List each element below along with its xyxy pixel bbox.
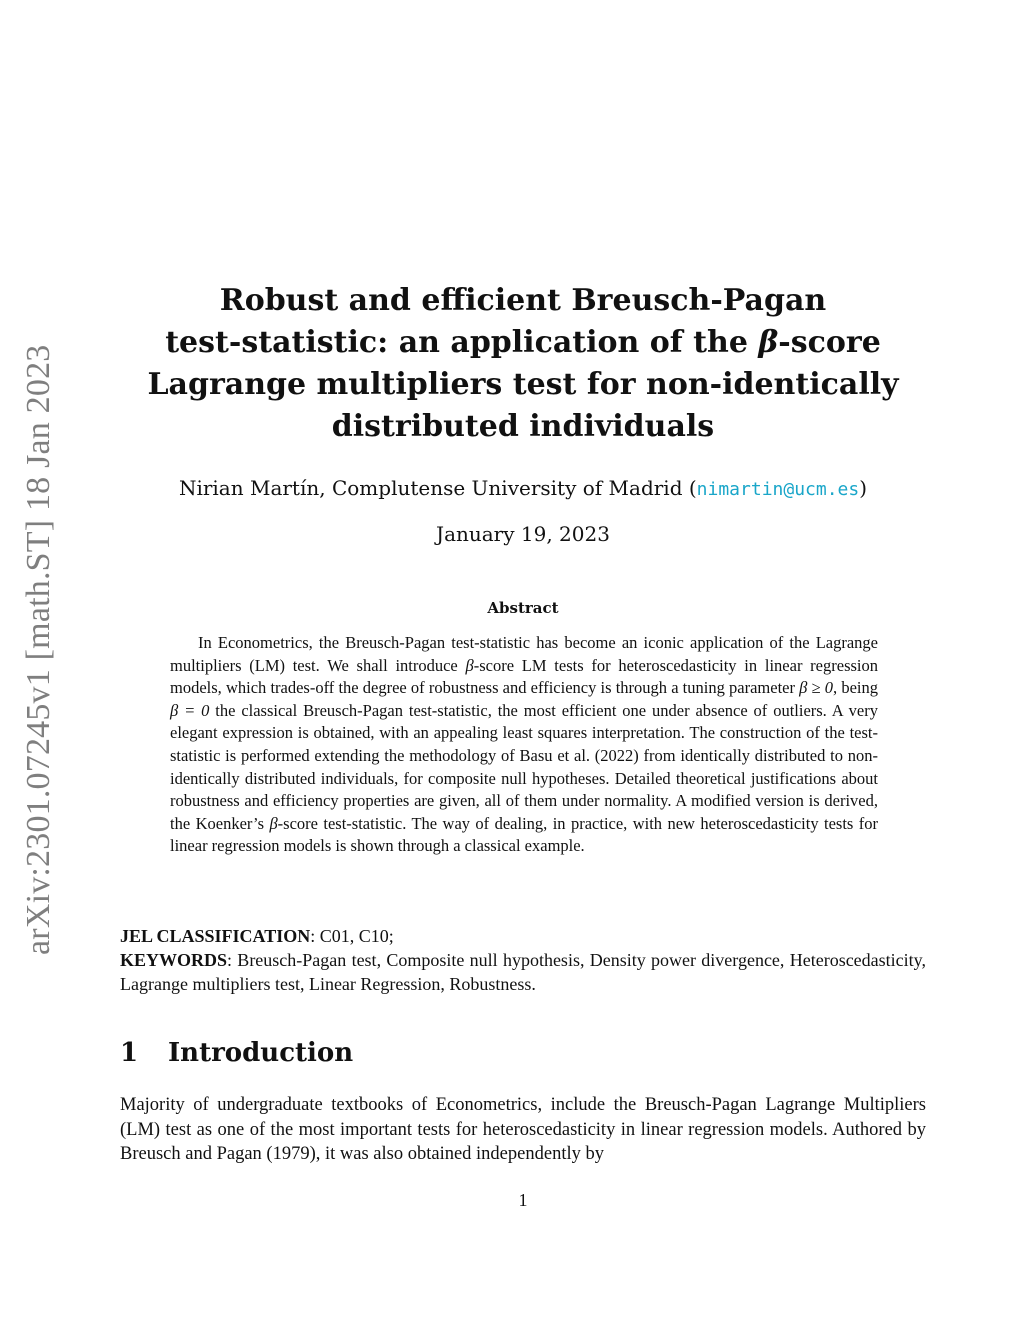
abstract-body [170,632,878,858]
abstract-text-2: -score LM tests for heteroscedasticity in linear regression models, which trades-off the degree of robustness and efficiency is through a tuning parameter [170,655,878,698]
title-line-2 [120,322,926,364]
abstract-text-3: , being [833,678,878,698]
classification-block [120,924,926,996]
keywords-value: : Breusch-Pagan test, Composite null hypothesis, Density power divergence, Heteroscedasticity, Lagrange multipliers test, Linear Regression, Robustness. [120,950,926,994]
abstract-beta-1: β [465,655,474,675]
author-name-affiliation: Nirian Martín, Complutense University of Madrid ( [178,476,697,500]
paper-title [120,280,926,448]
author-email-link[interactable]: nimartin@ucm.es [696,479,860,500]
jel-label: JEL CLASSIFICATION [120,926,311,946]
abstract-text-5: -score test-statistic. The way of dealing, in practice, with new heteroscedasticity tests for linear regression models is shown through a classical example. [170,813,878,856]
section-heading [120,1038,353,1068]
keywords-label: KEYWORDS [120,950,228,970]
title-line-2-suffix: -score [778,325,881,360]
abstract-condition-2: β = 0 [170,700,210,720]
title-line-3: Lagrange multipliers test for non-identically [147,367,899,402]
section-number: 1 [120,1038,139,1068]
page-number: 1 [518,1190,528,1210]
author-close-paren: ) [859,476,868,500]
abstract-text-1: In Econometrics, the Breusch-Pagan test-statistic has become an iconic application of the Lagrange multipliers (LM) test. We shall introduce [170,633,878,675]
section-title: Introduction [168,1038,354,1068]
abstract-heading: Abstract [487,599,559,617]
publication-date: January 19, 2023 [436,522,610,546]
author-line [120,476,926,500]
keywords [120,948,926,996]
jel-classification [120,924,926,948]
abstract-beta-2: β [269,813,278,833]
arxiv-identifier: arXiv:2301.07245v1 [math.ST] 18 Jan 2023 [20,344,57,955]
title-line-1: Robust and efficient Breusch-Pagan [219,283,827,318]
title-line-2-text: test-statistic: an application of the [165,325,759,360]
jel-value: : C01, C10; [310,926,394,946]
title-beta-symbol: β [758,325,779,360]
abstract-text-4: the classical Breusch-Pagan test-statistic, the most efficient one under absence of outliers. A very elegant expression is obtained, with an appealing least squares interpretation. The construction of the test-statistic is performed extending the methodology of Basu et al. (2022) from identically distributed to non-identically distributed individuals, for composite null hypotheses. Detailed theoretical justifications about robustness and efficiency properties are given, all of them under normality. A modified version is derived, the Koenker’s [170,700,879,833]
abstract-condition-1: β ≥ 0 [799,678,834,698]
title-line-4: distributed individuals [331,409,715,444]
introduction-paragraph: Majority of undergraduate textbooks of Econometrics, include the Breusch-Pagan Lagrange Multipliers (LM) test as one of the most important tests for heteroscedasticity in linear regression models. Authored by Breusch and Pagan (1979), it was also obtained independently by [120,1095,926,1164]
